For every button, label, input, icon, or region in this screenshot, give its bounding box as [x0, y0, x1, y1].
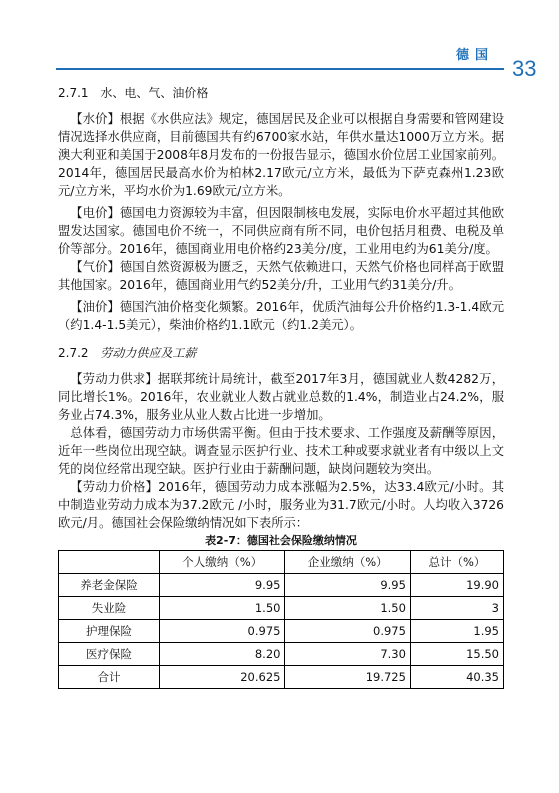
section-number: 2.7.2 — [58, 346, 89, 360]
section-heading-2-7-2 — [58, 344, 504, 362]
paragraph-oil-price: 【油价】德国汽油价格变化频繁。2016年，优质汽油每公升价格约1.3-1.4欧元（约1.4-1.5美元），柴油价格约1.1欧元（约1.2美元）。 — [58, 300, 504, 332]
table-cell: 1.50 — [160, 597, 285, 620]
social-insurance-table — [58, 550, 504, 689]
section-number: 2.7.1 — [58, 86, 89, 100]
table-cell: 0.975 — [160, 620, 285, 643]
running-header: 德国 — [456, 48, 495, 63]
table-cell: 0.975 — [285, 620, 410, 643]
table-header-cell — [59, 551, 160, 574]
table-row — [59, 666, 504, 689]
table-row — [59, 574, 504, 597]
table-cell: 8.20 — [160, 643, 285, 666]
table-cell: 3 — [410, 597, 503, 620]
table-cell: 9.95 — [160, 574, 285, 597]
table-caption: 表2-7：德国社会保险缴纳情况 — [205, 534, 357, 547]
table-row — [59, 597, 504, 620]
row-label: 护理保险 — [59, 620, 160, 643]
table-header-row — [59, 551, 504, 574]
table-cell: 9.95 — [285, 574, 410, 597]
section-heading-2-7-1 — [58, 84, 504, 102]
row-label: 医疗保险 — [59, 643, 160, 666]
table-cell: 19.90 — [410, 574, 503, 597]
table-header-cell: 总计（%） — [410, 551, 503, 574]
paragraph-labor-price: 【劳动力价格】2016年，德国劳动力成本涨幅为2.5%，达33.4欧元/小时。其中制造业劳动力成本为37.2欧元 /小时，服务业为31.7欧元/小时。人均收入3726欧元/月。德国社会保险缴纳情况如下表所示： — [58, 480, 504, 530]
paragraph-electricity-price: 【电价】德国电力资源较为丰富，但因限制核电发展，实际电价水平超过其他欧盟发达国家。德国电价不统一，不同供应商有所不同，电价包括月租费、电税及单价等部分。2016年，德国商业用电价格约23美分/度，工业用电约为61美分/度。 — [58, 206, 504, 256]
table-cell: 40.35 — [410, 666, 503, 689]
table-cell: 20.625 — [160, 666, 285, 689]
section-title: 劳动力供应及工薪 — [100, 346, 197, 360]
section-title: 水、电、气、油价格 — [100, 86, 209, 100]
paragraph-labor-market: 总体看，德国劳动力市场供需平衡。但由于技术要求、工作强度及薪酬等原因，近年一些岗位出现空缺。调查显示医护行业、技术工种或要求就业者有中级以上文凭的岗位经常出现空缺。医护行业由于薪酬问题，缺岗问题较为突出。 — [58, 426, 504, 476]
table-header-cell: 个人缴纳（%） — [160, 551, 285, 574]
paragraph-labor-supply: 【劳动力供求】据联邦统计局统计，截至2017年3月，德国就业人数4282万，同比增长1%。2016年，农业就业人数占就业总数的1.4%，制造业占24.2%，服务业占74.3%，服务业从业人数占比进一步增加。 — [58, 372, 504, 422]
page-number: 33 — [512, 56, 537, 81]
table-cell: 1.95 — [410, 620, 503, 643]
paragraph-water-price: 【水价】根据《水供应法》规定，德国居民及企业可以根据自身需要和管网建设情况选择水供应商，目前德国共有约6700家水站，年供水量达1000万立方米。据澳大利亚和美国于2008年8月发布的一份报告显示，德国水价位居工业国家前列。2014年，德国居民最高水价为柏林2.17欧元/立方米，最低为下萨克森州1.23欧元/立方米，平均水价为1.69欧元/立方米。 — [58, 112, 504, 198]
table-cell: 1.50 — [285, 597, 410, 620]
table-header-cell: 企业缴纳（%） — [285, 551, 410, 574]
header-rule — [56, 68, 504, 70]
table-row — [59, 620, 504, 643]
row-label: 养老金保险 — [59, 574, 160, 597]
page-content — [58, 84, 504, 689]
row-label: 失业险 — [59, 597, 160, 620]
table-cell: 7.30 — [285, 643, 410, 666]
table-row — [59, 643, 504, 666]
table-cell: 15.50 — [410, 643, 503, 666]
table-cell: 19.725 — [285, 666, 410, 689]
row-label: 合计 — [59, 666, 160, 689]
paragraph-gas-price: 【气价】德国自然资源极为匮乏，天然气依赖进口，天然气价格也同样高于欧盟其他国家。2016年，德国商业用气约52美分/升，工业用气约31美分/升。 — [58, 260, 504, 292]
